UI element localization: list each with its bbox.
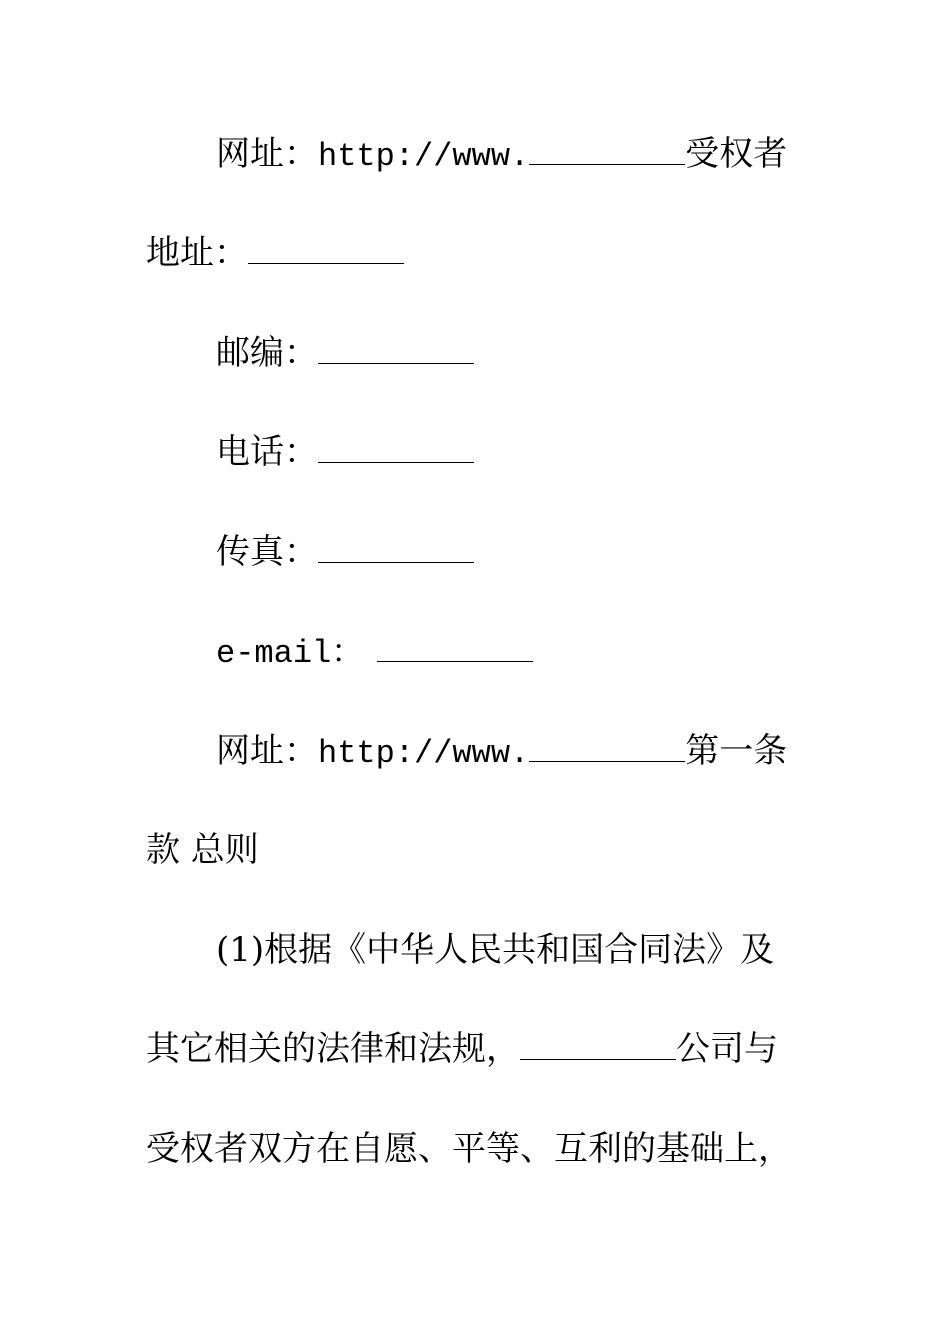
clause-1-line-2-tail: 公司与 <box>676 1029 778 1069</box>
phone-blank <box>318 436 474 463</box>
postcode-blank <box>318 337 474 364</box>
website-line-licensee <box>216 731 787 774</box>
clause-1-line-2 <box>146 1029 778 1069</box>
fax-line <box>216 532 474 572</box>
article-heading-end: 款 总则 <box>146 830 259 870</box>
website-url-prefix: http://www. <box>318 735 530 772</box>
postcode-label: 邮编： <box>216 333 318 373</box>
licensee-heading: 受权者 <box>685 134 788 174</box>
phone-line <box>216 432 474 472</box>
fax-blank <box>318 536 474 563</box>
fax-label: 传真： <box>216 532 318 572</box>
postcode-line <box>216 333 474 373</box>
clause-1-line-2-head: 其它相关的法律和法规， <box>146 1029 520 1069</box>
address-label: 地址： <box>146 233 248 273</box>
email-blank <box>377 635 533 662</box>
address-line <box>146 233 404 273</box>
company-name-blank <box>520 1033 676 1060</box>
email-label: e-mail： <box>216 635 364 672</box>
clause-1-line-1: (1)根据《中华人民共和国合同法》及 <box>216 930 775 970</box>
website-blank <box>529 138 685 165</box>
website-blank <box>529 735 685 762</box>
address-blank <box>248 237 404 264</box>
phone-label: 电话： <box>216 432 318 472</box>
website-label: 网址： <box>216 731 318 771</box>
email-line <box>216 631 533 674</box>
website-label: 网址： <box>216 134 318 174</box>
clause-1-line-3: 受权者双方在自愿、平等、互利的基础上， <box>146 1129 792 1169</box>
website-line-licensor <box>216 134 787 177</box>
website-url-prefix: http://www. <box>318 138 530 175</box>
article-heading-start: 第一条 <box>685 731 788 771</box>
